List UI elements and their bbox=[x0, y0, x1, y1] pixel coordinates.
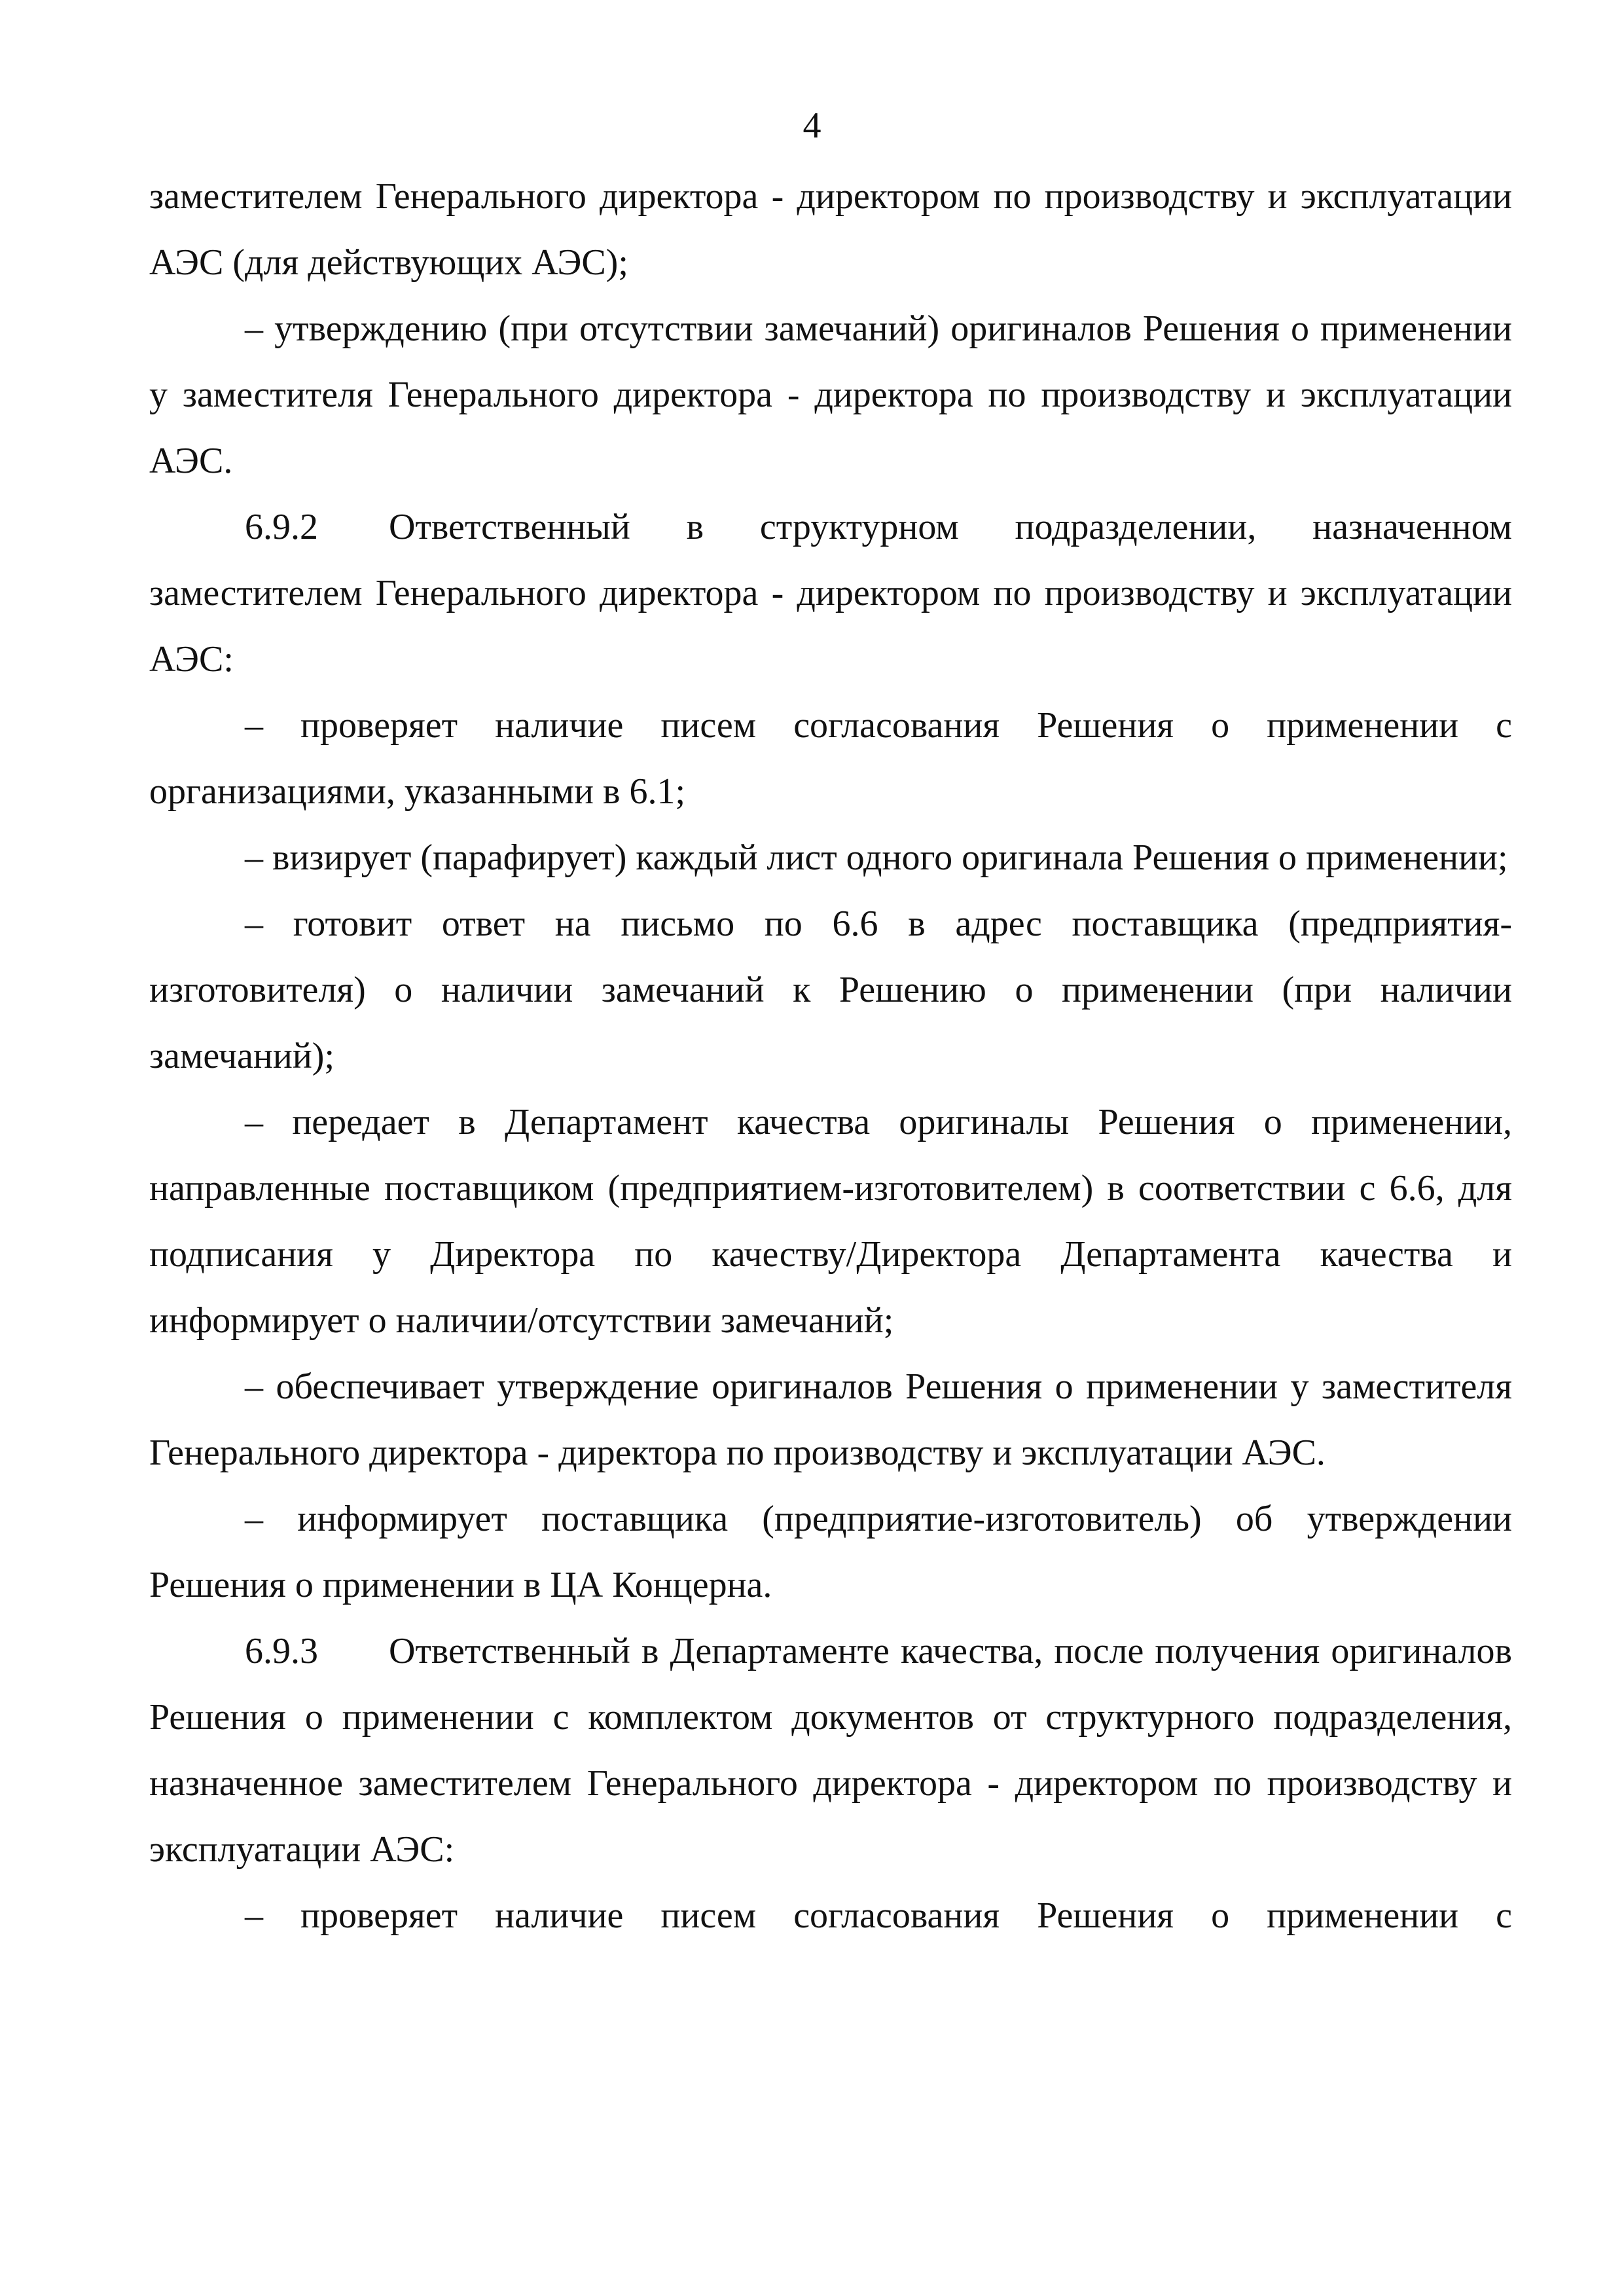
clause-number: 6.9.3 bbox=[245, 1631, 318, 1671]
dash-marker: – bbox=[245, 308, 263, 349]
list-item-text: информирует поставщика (предприятие-изготовитель) об утверждении Решения о применении в ЦА Концерна. bbox=[149, 1499, 1513, 1605]
dash-marker: – bbox=[245, 705, 263, 746]
numbered-clause bbox=[149, 1618, 1512, 1883]
list-item bbox=[149, 1354, 1512, 1486]
list-item-text: визирует (парафирует) каждый лист одного оригинала Решения о применении; bbox=[272, 837, 1508, 878]
dash-marker: – bbox=[245, 1102, 263, 1142]
dash-marker: – bbox=[245, 1499, 263, 1539]
list-item-text: утверждению (при отсутствии замечаний) оригиналов Решения о применении у заместителя Генерального директора - директора по производству и эксплуатации АЭС. bbox=[149, 308, 1512, 481]
paragraph-continuation bbox=[149, 164, 1512, 296]
list-item-text: проверяет наличие писем согласования Решения о применении с организациями, указанными в 6.1; bbox=[149, 705, 1512, 812]
dash-marker: – bbox=[245, 903, 263, 944]
list-item bbox=[149, 1883, 1512, 1949]
clause-text: Ответственный в структурном подразделении, назначенном заместителем Генерального директора - директором по производству и эксплуатации АЭС: bbox=[149, 507, 1512, 680]
list-item bbox=[149, 1089, 1512, 1354]
clause-text: Ответственный в Департаменте качества, после получения оригиналов Решения о применении с комплектом документов от структурного подразделения, назначенное заместителем Генерального директора - директором по производству и эксплуатации АЭС: bbox=[149, 1631, 1512, 1870]
list-item-text: готовит ответ на письмо по 6.6 в адрес поставщика (предприятия-изготовителя) о наличии замечаний к Решению о применении (при наличии замечаний); bbox=[149, 903, 1512, 1076]
dash-marker: – bbox=[245, 1895, 263, 1936]
paragraph-text: заместителем Генерального директора - директором по производству и эксплуатации АЭС (для действующих АЭС); bbox=[149, 176, 1512, 283]
list-item bbox=[149, 296, 1512, 494]
list-item-text: проверяет наличие писем согласования Решения о применении с bbox=[300, 1895, 1512, 1936]
numbered-clause bbox=[149, 494, 1512, 693]
clause-number: 6.9.2 bbox=[245, 507, 318, 547]
list-item bbox=[149, 1486, 1512, 1618]
list-item-text: обеспечивает утверждение оригиналов Решения о применении у заместителя Генерального директора - директора по производству и эксплуатации АЭС. bbox=[149, 1366, 1513, 1473]
document-body bbox=[149, 164, 1512, 1949]
list-item bbox=[149, 891, 1512, 1089]
page-number: 4 bbox=[803, 105, 821, 146]
list-item-text: передает в Департамент качества оригиналы Решения о применении, направленные поставщиком (предприятием-изготовителем) в соответствии с 6.6, для подписания у Директора по качеству/Директора Департамента качества и информирует о наличии/отсутствии замечаний; bbox=[149, 1102, 1513, 1341]
list-item bbox=[149, 825, 1512, 891]
list-item bbox=[149, 693, 1512, 825]
dash-marker: – bbox=[245, 837, 263, 878]
dash-marker: – bbox=[245, 1366, 263, 1407]
